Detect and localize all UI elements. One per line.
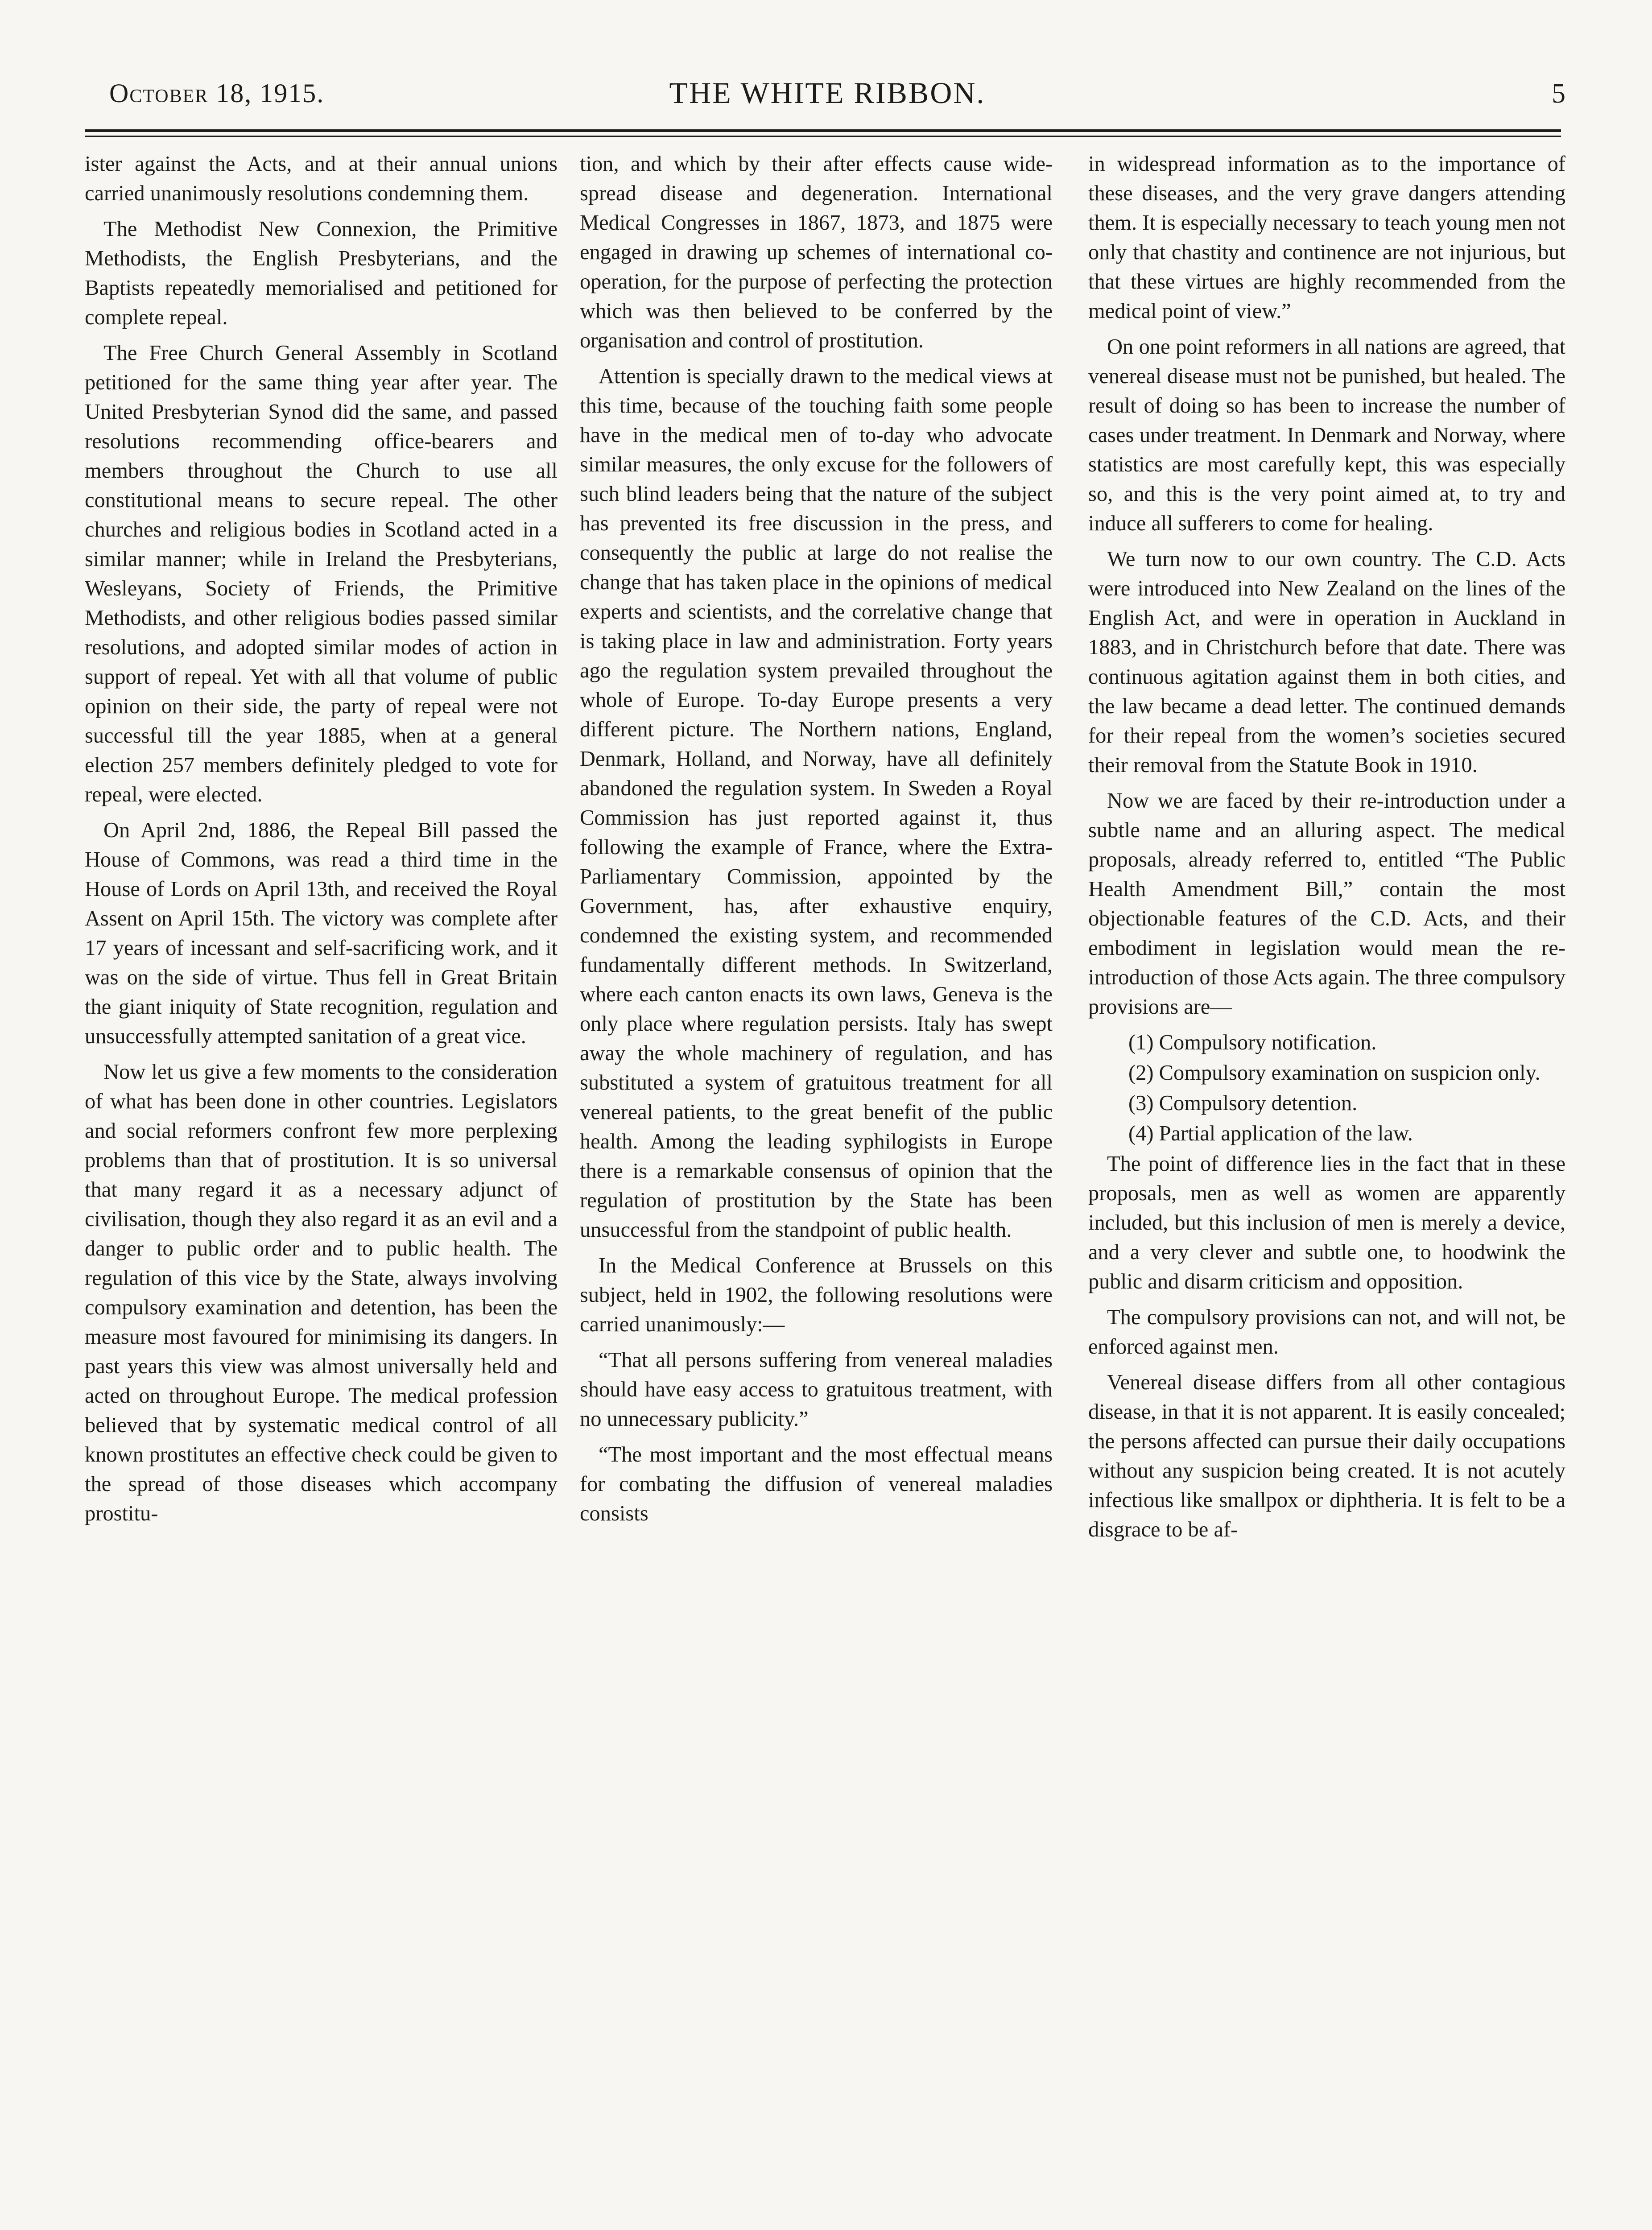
text-column-3: [1088, 149, 1565, 2230]
list-item: (4) Partial application of the law.: [1128, 1122, 1413, 1145]
page-number: 5: [1552, 78, 1565, 109]
paragraph: The Free Church General Assembly in Scotland petitioned for the same thing year after year. The United Presbyterian Synod did the same, and passed resolutions recommending office-bearers and members throughout the Church to use all constitutional means to secure repeal. The other churches and religious bodies in Scotland acted in a similar manner; while in Ireland the Presbyterians, Wesleyans, Society of Friends, the Primitive Methodists, and other religious bodies passed similar resolutions, and adopted similar modes of action in support of repeal. Yet with all that volume of public opinion on their side, the party of repeal were not successful till the year 1885, when at a general election 257 members definitely pledged to vote for repeal, were elected.: [85, 341, 558, 806]
paragraph: The compulsory provisions can not, and will not, be enforced against men.: [1088, 1305, 1565, 1359]
paragraph: Now we are faced by their re-introduction under a subtle name and an alluring aspect. The medical proposals, already referred to, entitled “The Public Health Amendment Bill,” contain the most objectionable features of the C.D. Acts, and their embodiment in legislation would mean the re-introduction of those Acts again. The three compulsory provisions are—: [1088, 789, 1565, 1019]
issue-date: October 18, 1915.: [109, 78, 325, 108]
header-rule-thin: [85, 136, 1561, 137]
paragraph: In the Medical Conference at Brussels on this subject, held in 1902, the following resolutions were carried unanimously:—: [580, 1254, 1053, 1336]
paragraph: The point of difference lies in the fact that in these proposals, men as well as women are apparently included, but this inclusion of men is merely a device, and a very clever and subtle one, to hoodwink the public and disarm criticism and opposition.: [1088, 1152, 1565, 1293]
list-item: (3) Compulsory detention.: [1128, 1091, 1358, 1115]
quoted-resolution: “The most important and the most effectual means for combating the diffusion of venereal maladies consists: [580, 1443, 1053, 1525]
paragraph: Venereal disease differs from all other contagious disease, in that it is not apparent. It is easily concealed; the persons affected can pursue their daily occupations without any suspicion being created. It is not acutely infectious like smallpox or diphtheria. It is felt to be a disgrace to be af-: [1088, 1371, 1565, 1541]
list-item: (1) Compulsory notification.: [1128, 1031, 1377, 1054]
paragraph: Now let us give a few moments to the consideration of what has been done in other countries. Legislators and social reformers confront few more perplexing problems than that of prostitution. It is so universal that many regard it as a necessary adjunct of civilisation, though they also regard it as an evil and a danger to public order and to public health. The regulation of this vice by the State, always involving compulsory examination and detention, has been the measure most favoured for minimising its dangers. In past years this view was almost universally held and acted on throughout Europe. The medical profession believed that by systematic medical control of all known prostitutes an effective check could be given to the spread of those diseases which accompany prostitu-: [85, 1060, 558, 1525]
paragraph: Attention is specially drawn to the medical views at this time, because of the touching faith some people have in the medical men of to-day who advocate similar measures, the only excuse for the followers of such blind leaders being that the nature of the subject has prevented its free discussion in the press, and consequently the public at large do not realise the change that has taken place in the opinions of medical experts and scientists, and the correlative change that is taking place in law and administration. Forty years ago the regulation system prevailed throughout the whole of Europe. To-day Europe presents a very different picture. The Northern nations, England, Denmark, Holland, and Norway, have all definitely abandoned the regulation system. In Sweden a Royal Commission has just reported against it, thus following the example of France, where the Extra-Parliamentary Commission, appointed by the Government, has, after exhaustive enquiry, condemned the existing system, and recommended fundamentally different methods. In Switzerland, where each canton enacts its own laws, Geneva is the only place where regulation persists. Italy has swept away the whole machinery of regulation, and has substituted a system of gratuitous treatment for all venereal patients, to the great benefit of the public health. Among the leading syphilogists in Europe there is a remarkable consensus of opinion that the regulation of prostitution by the State has been unsuccessful from the standpoint of public health.: [580, 364, 1053, 1242]
paragraph: On one point reformers in all nations are agreed, that venereal disease must not be punished, but healed. The result of doing so has been to increase the number of cases under treatment. In Denmark and Norway, where statistics are most carefully kept, this was especially so, and this is the very point aimed at, to try and induce all sufferers to come for healing.: [1088, 335, 1565, 535]
publication-title: THE WHITE RIBBON.: [669, 76, 986, 110]
page-header: [89, 69, 1565, 123]
list-item: (2) Compulsory examination on suspicion only.: [1128, 1061, 1540, 1085]
text-column-1: [85, 149, 558, 2230]
paragraph: ister against the Acts, and at their annual unions carried unanimously resolutions condemning them.: [85, 152, 558, 205]
header-rule-thick: [85, 129, 1561, 132]
paragraph: tion, and which by their after effects cause wide-spread disease and degeneration. International Medical Congresses in 1867, 1873, and 1875 were engaged in drawing up schemes of international co-operation, for the purpose of perfecting the protection which was then believed to be conferred by the organisation and control of prostitution.: [580, 152, 1053, 352]
paragraph: On April 2nd, 1886, the Repeal Bill passed the House of Commons, was read a third time in the House of Lords on April 13th, and received the Royal Assent on April 15th. The victory was complete after 17 years of incessant and self-sacrificing work, and it was on the side of virtue. Thus fell in Great Britain the giant iniquity of State recognition, regulation and unsuccessfully attempted sanitation of a great vice.: [85, 818, 558, 1048]
paragraph: We turn now to our own country. The C.D. Acts were introduced into New Zealand on the lines of the English Act, and were in operation in Auckland in 1883, and in Christchurch before that date. There was continuous agitation against them in both cities, and the law became a dead letter. The continued demands for their repeal from the women’s societies secured their removal from the Statute Book in 1910.: [1088, 547, 1565, 777]
paragraph: The Methodist New Connexion, the Primitive Methodists, the English Presbyterians, and the Baptists repeatedly memorialised and petitioned for complete repeal.: [85, 217, 558, 329]
quoted-resolution: “That all persons suffering from venereal maladies should have easy access to gratuitous treatment, with no unnecessary publicity.”: [580, 1348, 1053, 1431]
paragraph: in widespread information as to the importance of these diseases, and the very grave dangers attending them. It is especially necessary to teach young men not only that chastity and continence are not injurious, but that these virtues are highly recommended from the medical point of view.”: [1088, 152, 1565, 323]
text-column-2: [580, 149, 1053, 2230]
